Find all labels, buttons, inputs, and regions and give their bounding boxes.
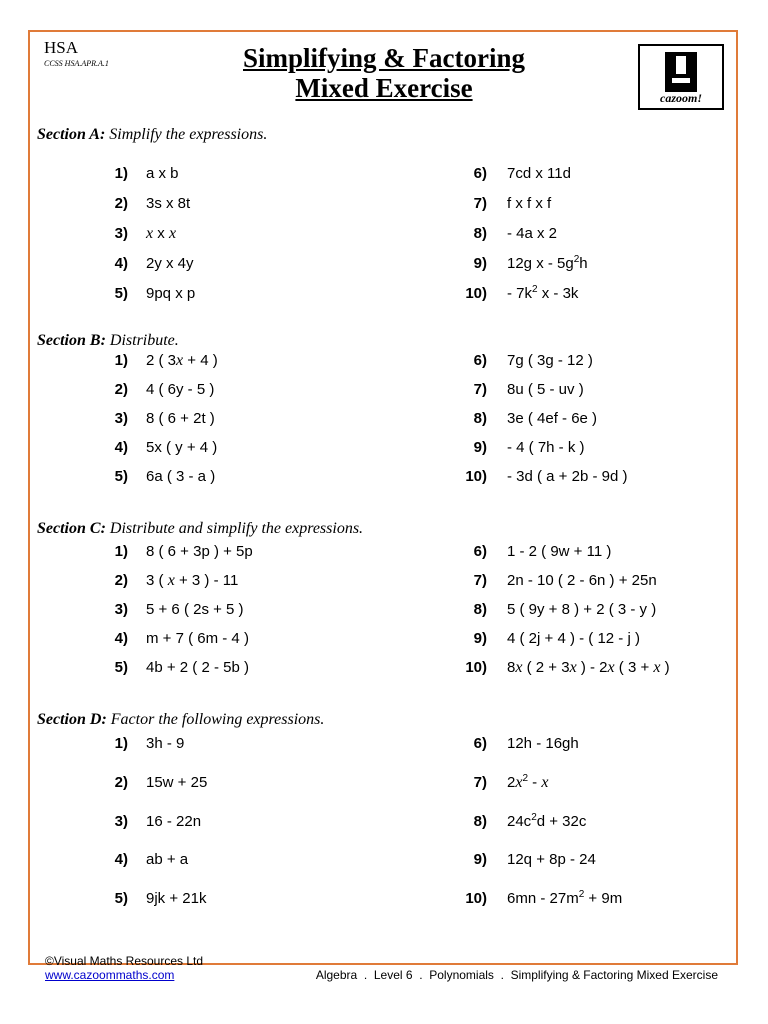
question-expression: 3 ( x + 3 ) - 11: [146, 572, 239, 589]
section-heading: [37, 711, 324, 729]
question-number: 1): [114, 165, 128, 182]
question-expression: 4 ( 2j + 4 ) - ( 12 - j ): [507, 630, 640, 647]
question-number: 9): [473, 630, 487, 647]
website-link[interactable]: www.cazoommaths.com: [45, 968, 175, 982]
question-expression: - $7k^2$ x - 3k: [507, 284, 579, 302]
question-expression: - 4a x 2: [507, 225, 558, 242]
question-expression: - 4 ( 7h - k ): [507, 439, 585, 456]
question-expression: 2n - 10 ( 2 - 6n ) + 25n: [507, 572, 657, 589]
question-expression: 1 - 2 ( 9w + 11 ): [507, 543, 612, 560]
question-number: 4): [114, 851, 128, 868]
question-expression: 8u ( 5 - uv ): [507, 381, 584, 398]
question-expression: m + 7 ( 6m - 4 ): [146, 630, 249, 647]
section-label: Section C:: [37, 520, 106, 537]
question-expression: 6a ( 3 - a ): [146, 468, 216, 485]
logo-mark-icon: [665, 52, 697, 92]
question-expression: 12h - 16gh: [507, 735, 579, 752]
question-number: 8): [473, 813, 487, 830]
question-number: 4): [114, 255, 128, 272]
copyright-text: ©Visual Maths Resources Ltd: [45, 954, 204, 968]
question-number: 9): [473, 439, 487, 456]
question-number: 3): [114, 813, 128, 830]
question-number: 7): [473, 381, 487, 398]
question-number: 3): [114, 225, 128, 242]
question-expression: 15w + 25: [146, 774, 208, 791]
section-instruction: Factor the following expressions.: [106, 711, 325, 728]
question-number: 6): [473, 543, 487, 560]
question-expression: 5 + 6 ( 2s + 5 ): [146, 601, 244, 618]
section-instruction: Distribute.: [105, 332, 179, 349]
question-expression: x x x: [146, 225, 177, 242]
question-expression: 12g x - $5g^2h$: [507, 254, 588, 272]
section-heading: [37, 332, 179, 350]
question-expression: $6mn - 27m^2 + 9m$: [507, 889, 623, 907]
question-number: 4): [114, 439, 128, 456]
question-number: 8): [473, 410, 487, 427]
question-number: 7): [473, 572, 487, 589]
section-label: Section A:: [37, 126, 106, 143]
question-number: 7): [473, 774, 487, 791]
question-expression: f x f x f: [507, 195, 552, 212]
question-number: 8): [473, 225, 487, 242]
question-expression: 8 ( 6 + 3p ) + 5p: [146, 543, 253, 560]
section-instruction: Simplify the expressions.: [105, 126, 268, 143]
breadcrumb: Algebra . Level 6 . Polynomials . Simplifying & Factoring Mixed Exercise: [315, 968, 718, 982]
question-number: 2): [114, 381, 128, 398]
question-expression: 7g ( 3g - 12 ): [507, 352, 593, 369]
question-number: 6): [473, 352, 487, 369]
page-border: [28, 30, 738, 965]
question-number: 6): [473, 165, 487, 182]
question-expression: 3h - 9: [146, 735, 185, 752]
question-number: 2): [114, 774, 128, 791]
question-number: 1): [114, 352, 128, 369]
question-number: 5): [114, 468, 128, 485]
cazoom-logo: [638, 44, 724, 110]
question-number: 2): [114, 195, 128, 212]
section-heading: [37, 520, 363, 538]
question-expression: a x b: [146, 165, 179, 182]
question-expression: 8 ( 6 + 2t ): [146, 410, 215, 427]
question-number: 9): [473, 851, 487, 868]
question-number: 10): [465, 890, 487, 907]
question-number: 3): [114, 601, 128, 618]
question-expression: 2 ( 3x + 4 ): [146, 352, 218, 369]
question-expression: 9jk + 21k: [146, 890, 207, 907]
logo-text: cazoom!: [660, 91, 702, 105]
question-expression: 5 ( 9y + 8 ) + 2 ( 3 - y ): [507, 601, 657, 618]
section-instruction: Distribute and simplify the expressions.: [105, 520, 364, 537]
question-number: 10): [465, 285, 487, 302]
question-expression: 2y x 4y: [146, 255, 194, 272]
question-number: 9): [473, 255, 487, 272]
section-heading: [37, 126, 267, 144]
question-number: 5): [114, 659, 128, 676]
question-expression: 16 - 22n: [146, 813, 202, 830]
page-subtitle: Mixed Exercise: [295, 73, 473, 103]
question-number: 3): [114, 410, 128, 427]
question-number: 5): [114, 890, 128, 907]
question-expression: 4 ( 6y - 5 ): [146, 381, 215, 398]
question-number: 6): [473, 735, 487, 752]
standard-code: CCSS HSA.APR.A.1: [44, 59, 109, 68]
question-expression: 8x ( 2 + 3x ) - 2x ( 3 + x ): [507, 659, 670, 676]
question-number: 7): [473, 195, 487, 212]
section-label: Section D:: [37, 711, 107, 728]
question-expression: 3e ( 4ef - 6e ): [507, 410, 598, 427]
question-expression: $2x^2$ - x: [507, 773, 549, 791]
question-expression: 9pq x p: [146, 285, 196, 302]
question-expression: - 3d ( a + 2b - 9d ): [507, 468, 628, 485]
question-expression: $24c^2d + 32c$: [507, 812, 587, 830]
question-number: 1): [114, 543, 128, 560]
question-expression: 12q + 8p - 24: [507, 851, 596, 868]
question-expression: ab + a: [146, 851, 189, 868]
section-label: Section B:: [37, 332, 106, 349]
question-number: 1): [114, 735, 128, 752]
question-number: 2): [114, 572, 128, 589]
question-expression: 4b + 2 ( 2 - 5b ): [146, 659, 249, 676]
question-number: 10): [465, 468, 487, 485]
question-number: 5): [114, 285, 128, 302]
question-expression: 5x ( y + 4 ): [146, 439, 218, 456]
question-number: 10): [465, 659, 487, 676]
course-tag: HSA: [44, 38, 79, 57]
question-number: 4): [114, 630, 128, 647]
question-expression: 7cd x 11d: [507, 165, 571, 182]
question-expression: 3s x 8t: [146, 195, 191, 212]
page-title: Simplifying & Factoring: [243, 43, 525, 73]
question-number: 8): [473, 601, 487, 618]
